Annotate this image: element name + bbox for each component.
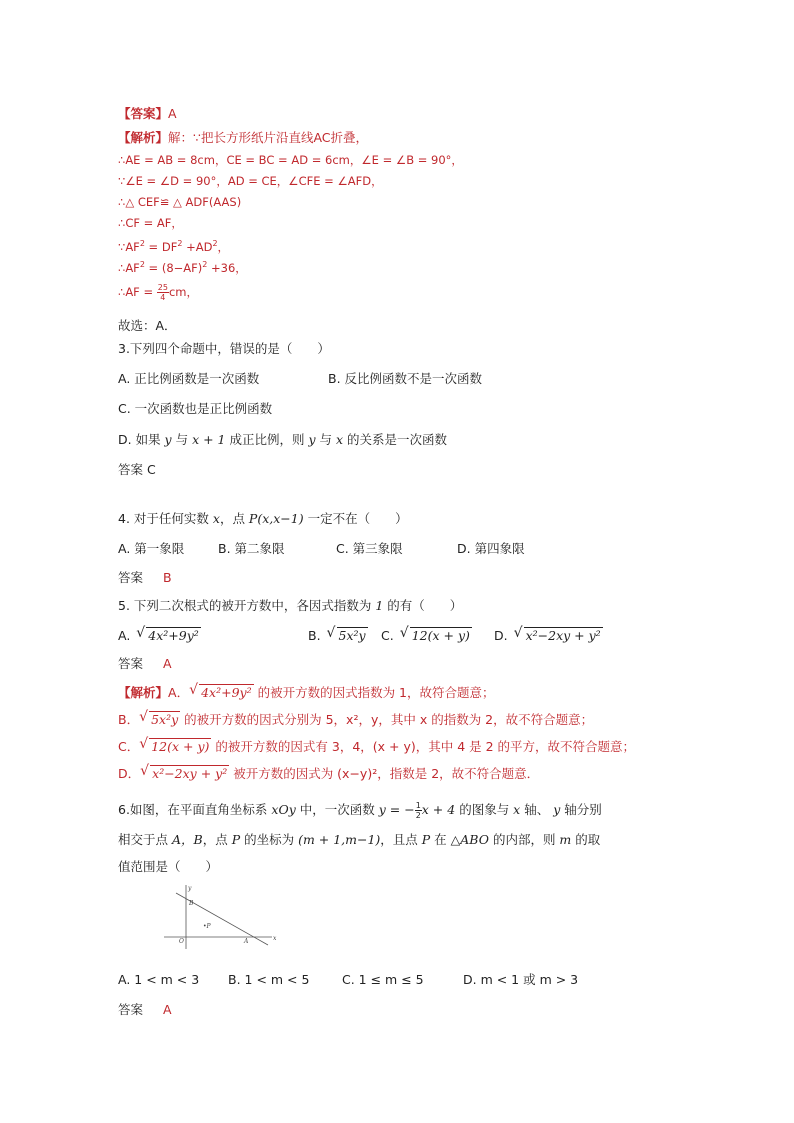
coordinate-figure — [160, 883, 280, 953]
q5-analysis-d: D．√ x²−2xy + y² 被开方数的因式为 (x−y)²，指数是 2，故不符合题意． — [118, 765, 539, 782]
label-o: O — [179, 938, 184, 945]
q3-stem: 3.下列四个命题中，错误的是（ ） — [118, 341, 330, 356]
label-a: A — [244, 938, 249, 945]
q4-option-b: B. 第二象限 — [218, 541, 285, 556]
q2-step-4: ∴CF = AF， — [118, 216, 183, 230]
q2-step-5: $\because AF^2 = DF^2 +AD^2$， — [118, 239, 230, 254]
q2-step-3: ∴△ CEF≌ △ ADF(AAS) — [118, 195, 242, 209]
q6-option-a: A. 1 < m < 3 — [118, 972, 200, 987]
q4-stem: 4. 对于任何实数 x，点 P(x,x−1) 一定不在（ ） — [118, 511, 408, 526]
q6-stem-line-1: 6.如图，在平面直角坐标系 xOy 中，一次函数 y = − $\frac{1}{2}$ x + 4 的图象与 x 轴、 y 轴分别 — [118, 801, 602, 820]
q5-analysis-a: 【解析】A．√ 4x²+9y² 的被开方数的因式指数为 1，故符合题意； — [118, 684, 495, 701]
q2-step-2: ∵∠E = ∠D = 90°，AD = CE，∠CFE = ∠AFD， — [118, 174, 383, 188]
analysis-text: 解：∵把长方形纸片沿直线AC折叠， — [168, 130, 369, 145]
q5-stem: 5. 下列二次根式的被开方数中，各因式指数为 1 的有（ ） — [118, 598, 463, 613]
q2-analysis-line-1 — [118, 130, 368, 146]
q6-stem-line-2: 相交于点 A，B，点 P 的坐标为 (m + 1,m−1)，且点 P 在 △ABO 的内部，则 m 的取 — [118, 832, 601, 847]
q5-option-a: A. √ 4x²+9y² — [118, 627, 201, 644]
q3-answer: 答案 C — [118, 462, 156, 477]
q2-conclusion: 故选：A． — [118, 318, 177, 333]
label-y: y — [188, 885, 192, 892]
answer-value: A — [168, 106, 177, 121]
q6-answer: 答案 A — [118, 1002, 172, 1017]
q2-answer — [118, 106, 177, 122]
q5-answer: 答案 A — [118, 656, 172, 671]
analysis-tag: 【解析】 — [118, 130, 169, 145]
q4-option-a: A. 第一象限 — [118, 541, 185, 556]
label-p: •P — [203, 923, 211, 930]
q4-option-d: D. 第四象限 — [457, 541, 525, 556]
q2-step-6: $\therefore AF^2 = (8-AF)^2 +36$， — [118, 260, 247, 275]
q6-option-b: B. 1 < m < 5 — [228, 972, 310, 987]
q3-option-d: D. 如果 y 与 x + 1 成正比例，则 y 与 x 的关系是一次函数 — [118, 432, 448, 447]
label-x: x — [273, 935, 277, 942]
q5-option-b: B. √ 5x²y — [308, 627, 368, 644]
q4-answer: 答案 B — [118, 570, 172, 585]
q5-analysis-b: B．√ 5x²y 的被开方数的因式分别为 5，x²，y，其中 x 的指数为 2，故不符合题意； — [118, 711, 593, 728]
q5-analysis-c: C．√ 12(x + y) 的被开方数的因式有 3，4，(x + y)，其中 4 是 2 的平方，故不符合题意； — [118, 738, 635, 755]
q6-option-c: C. 1 ≤ m ≤ 5 — [342, 972, 424, 987]
q6-stem-line-3: 值范围是（ ） — [118, 859, 219, 874]
q2-step-7: ∴AF = $\frac{25}{4}$ cm， — [118, 283, 198, 302]
answer-tag: 【答案】 — [118, 106, 169, 121]
q4-option-c: C. 第三象限 — [336, 541, 403, 556]
q6-option-d: D. m < 1 或 m > 3 — [463, 972, 579, 987]
q2-step-1: ∴AE = AB = 8cm，CE = BC = AD = 6cm，∠E = ∠B = 90°， — [118, 153, 463, 167]
q3-option-b: B. 反比例函数不是一次函数 — [328, 371, 483, 386]
q3-option-a: A. 正比例函数是一次函数 — [118, 371, 260, 386]
label-b: B — [189, 900, 194, 907]
q5-option-d: D. √ x²−2xy + y² — [494, 627, 603, 644]
q3-option-c: C. 一次函数也是正比例函数 — [118, 401, 273, 416]
q5-option-c: C. √ 12(x + y) — [381, 627, 472, 644]
